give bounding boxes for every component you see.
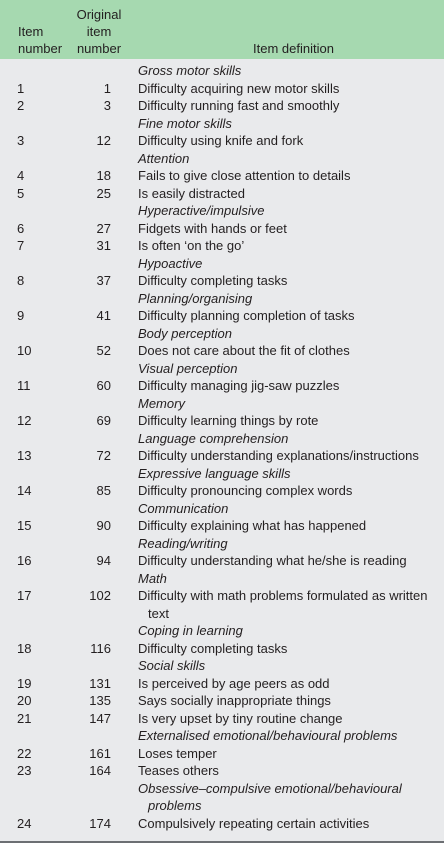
item-number-cell: 12 xyxy=(17,413,32,428)
original-item-number-cell xyxy=(45,360,111,378)
item-number-cell: 9 xyxy=(17,308,25,323)
original-item-number-cell: 25 xyxy=(96,185,111,201)
original-item-number-cell: 85 xyxy=(96,483,111,498)
table-row xyxy=(0,307,444,325)
category-row xyxy=(0,115,444,133)
original-item-number-cell: 161 xyxy=(89,745,111,761)
table-row xyxy=(0,412,444,430)
category-row xyxy=(0,780,444,815)
item-number-cell: 1 xyxy=(17,80,25,96)
item-number-cell xyxy=(0,62,45,80)
item-definition-cell: Fidgets with hands or feet xyxy=(138,220,287,236)
original-item-number-cell: 90 xyxy=(96,518,111,533)
item-number-cell: 6 xyxy=(17,220,25,236)
table-header xyxy=(0,0,444,59)
definition-line-continued: problems xyxy=(148,798,202,813)
original-item-number-cell xyxy=(45,430,111,448)
item-number-cell: 16 xyxy=(17,553,32,568)
item-definition-cell: Is often ‘on the go’ xyxy=(138,238,245,253)
table-row xyxy=(0,692,444,710)
category-label: Memory xyxy=(138,395,185,411)
item-number-cell xyxy=(0,465,45,483)
item-number-cell xyxy=(0,570,45,588)
item-definition-cell: Does not care about the fit of clothes xyxy=(138,343,350,358)
item-number-cell: 19 xyxy=(17,675,32,691)
category-row xyxy=(0,150,444,168)
header-item-definition: Item definition xyxy=(253,41,334,56)
original-item-number-cell: 3 xyxy=(103,98,111,113)
item-definition-cell: Difficulty planning completion of tasks xyxy=(138,308,355,323)
item-number-cell: 10 xyxy=(17,343,32,358)
table-row xyxy=(0,342,444,360)
item-definition-cell: Is easily distracted xyxy=(138,185,245,201)
item-number-cell xyxy=(0,500,45,518)
item-number-cell: 8 xyxy=(17,273,25,288)
original-item-number-cell: 18 xyxy=(96,168,111,183)
item-number-cell xyxy=(0,535,45,553)
item-number-cell xyxy=(0,290,45,308)
item-number-cell: 2 xyxy=(17,98,25,113)
category-row xyxy=(0,622,444,640)
original-item-number-cell xyxy=(45,255,111,273)
definition-line-continued: text xyxy=(148,605,169,621)
category-row xyxy=(0,290,444,308)
category-row xyxy=(0,500,444,518)
definition-line: Difficulty with math problems formulated as written xyxy=(138,588,428,603)
original-item-number-cell: 164 xyxy=(89,763,111,778)
original-item-number-cell xyxy=(45,500,111,518)
item-number-cell xyxy=(0,395,45,413)
table-row xyxy=(0,377,444,395)
original-item-number-cell: 27 xyxy=(96,220,111,236)
table-row xyxy=(0,237,444,255)
category-row xyxy=(0,657,444,675)
category-label: Communication xyxy=(138,500,229,516)
item-number-cell: 15 xyxy=(17,518,32,533)
table-row xyxy=(0,762,444,780)
table-row xyxy=(0,517,444,535)
item-definition-cell: Difficulty pronouncing complex words xyxy=(138,483,353,498)
original-item-number-cell: 37 xyxy=(96,273,111,288)
item-definition-cell: Difficulty managing jig-saw puzzles xyxy=(138,378,340,393)
category-label: Visual perception xyxy=(138,360,238,376)
table-row xyxy=(0,587,444,622)
category-label: Coping in learning xyxy=(138,623,243,638)
item-definition-cell: Fails to give close attention to details xyxy=(138,168,351,183)
item-definition-cell: Difficulty running fast and smoothly xyxy=(138,98,340,113)
category-row xyxy=(0,202,444,220)
definition-line: Obsessive–compulsive emotional/behavioural xyxy=(138,780,402,796)
original-item-number-cell xyxy=(45,115,111,133)
table-row xyxy=(0,220,444,238)
original-item-number-cell: 174 xyxy=(89,815,111,831)
table-row xyxy=(0,815,444,833)
table-row xyxy=(0,272,444,290)
table-row xyxy=(0,132,444,150)
table-body xyxy=(0,62,444,832)
item-definition-cell: Is very upset by tiny routine change xyxy=(138,710,343,726)
item-number-cell: 17 xyxy=(17,588,32,603)
original-item-number-cell xyxy=(45,395,111,413)
category-row xyxy=(0,360,444,378)
original-item-number-cell: 52 xyxy=(96,343,111,358)
category-row xyxy=(0,395,444,413)
item-number-cell: 4 xyxy=(17,168,25,183)
category-row xyxy=(0,465,444,483)
category-label: Body perception xyxy=(138,325,232,341)
item-number-cell: 20 xyxy=(17,693,32,708)
table-row xyxy=(0,447,444,465)
category-label: Externalised emotional/behavioural problems xyxy=(138,728,398,743)
item-number-cell: 18 xyxy=(17,640,32,656)
item-definition-cell: Says socially inappropriate things xyxy=(138,693,331,708)
table-row xyxy=(0,710,444,728)
item-definition-cell: Compulsively repeating certain activities xyxy=(138,815,370,831)
item-definition-cell: Difficulty completing tasks xyxy=(138,273,288,288)
item-number-cell: 3 xyxy=(17,133,25,148)
item-definition-cell: Difficulty completing tasks xyxy=(138,640,288,656)
table-row xyxy=(0,482,444,500)
category-row xyxy=(0,535,444,553)
item-number-cell: 5 xyxy=(17,185,25,201)
table-row xyxy=(0,80,444,98)
category-label: Hyperactive/impulsive xyxy=(138,203,265,218)
original-item-number-cell xyxy=(45,570,111,588)
item-number-cell xyxy=(0,360,45,378)
table-row xyxy=(0,675,444,693)
category-label xyxy=(111,780,444,815)
original-item-number-cell: 135 xyxy=(89,693,111,708)
original-item-number-cell: 72 xyxy=(96,448,111,463)
category-label: Reading/writing xyxy=(138,535,228,551)
original-item-number-cell: 147 xyxy=(89,710,111,726)
item-number-cell xyxy=(0,727,45,745)
original-item-number-cell xyxy=(45,535,111,553)
item-number-cell xyxy=(0,622,45,640)
category-row xyxy=(0,255,444,273)
item-number-cell xyxy=(0,325,45,343)
item-definition-cell: Difficulty explaining what has happened xyxy=(138,518,367,533)
table-row xyxy=(0,185,444,203)
original-item-number-cell: 1 xyxy=(103,80,111,96)
original-item-number-cell: 41 xyxy=(96,308,111,323)
original-item-number-cell xyxy=(45,325,111,343)
original-item-number-cell: 60 xyxy=(96,378,111,393)
category-row xyxy=(0,62,444,80)
item-number-cell xyxy=(0,255,45,273)
item-number-cell: 11 xyxy=(17,378,31,393)
item-number-cell: 14 xyxy=(17,483,32,498)
item-definition-cell: Difficulty understanding explanations/instructions xyxy=(138,448,419,463)
category-row xyxy=(0,430,444,448)
original-item-number-cell xyxy=(45,622,111,640)
original-item-number-cell: 31 xyxy=(96,238,111,253)
category-label: Language comprehension xyxy=(138,430,289,446)
table-row xyxy=(0,167,444,185)
item-number-cell xyxy=(0,150,45,168)
table-row xyxy=(0,640,444,658)
category-label: Expressive language skills xyxy=(138,465,291,481)
category-label: Hypoactive xyxy=(138,255,203,271)
original-item-number-cell: 69 xyxy=(96,413,111,428)
category-label: Attention xyxy=(138,150,190,166)
item-number-cell: 22 xyxy=(17,745,32,761)
category-label: Math xyxy=(138,570,167,586)
header-original-item-number: Original item number xyxy=(76,7,122,56)
item-definition-cell: Loses temper xyxy=(138,745,217,761)
category-label: Planning/organising xyxy=(138,290,253,306)
original-item-number-cell xyxy=(45,465,111,483)
item-number-cell: 13 xyxy=(17,448,32,463)
category-label: Social skills xyxy=(138,658,206,673)
item-number-cell xyxy=(0,430,45,448)
item-definition-cell: Difficulty acquiring new motor skills xyxy=(138,80,340,96)
item-number-cell: 24 xyxy=(17,815,32,831)
original-item-number-cell xyxy=(45,150,111,168)
item-number-cell: 21 xyxy=(17,710,32,726)
item-number-cell: 7 xyxy=(17,238,25,253)
original-item-number-cell xyxy=(45,62,111,80)
original-item-number-cell: 102 xyxy=(89,588,111,603)
item-definition-cell: Is perceived by age peers as odd xyxy=(138,675,330,691)
item-definition-cell: Difficulty understanding what he/she is reading xyxy=(138,553,407,568)
original-item-number-cell xyxy=(45,657,111,675)
item-number-cell xyxy=(0,202,45,220)
original-item-number-cell: 116 xyxy=(90,640,111,656)
category-label: Fine motor skills xyxy=(138,115,232,131)
category-row xyxy=(0,570,444,588)
category-row xyxy=(0,727,444,745)
category-label: Gross motor skills xyxy=(138,63,242,78)
item-number-cell xyxy=(0,657,45,675)
original-item-number-cell xyxy=(45,290,111,308)
original-item-number-cell xyxy=(45,727,111,745)
table-row xyxy=(0,552,444,570)
item-definition-cell xyxy=(111,587,444,622)
item-number-cell xyxy=(0,780,45,815)
original-item-number-cell: 12 xyxy=(96,133,111,148)
original-item-number-cell xyxy=(45,202,111,220)
original-item-number-cell: 131 xyxy=(89,675,111,691)
item-definition-cell: Teases others xyxy=(138,763,219,778)
item-number-cell xyxy=(0,115,45,133)
original-item-number-cell: 94 xyxy=(96,553,111,568)
header-item-number: Item number xyxy=(18,24,63,56)
item-definition-cell: Difficulty using knife and fork xyxy=(138,133,304,148)
category-row xyxy=(0,325,444,343)
original-item-number-cell xyxy=(45,780,111,815)
item-definition-cell: Difficulty learning things by rote xyxy=(138,413,319,428)
table-row xyxy=(0,745,444,763)
table-row xyxy=(0,97,444,115)
item-number-cell: 23 xyxy=(17,763,32,778)
